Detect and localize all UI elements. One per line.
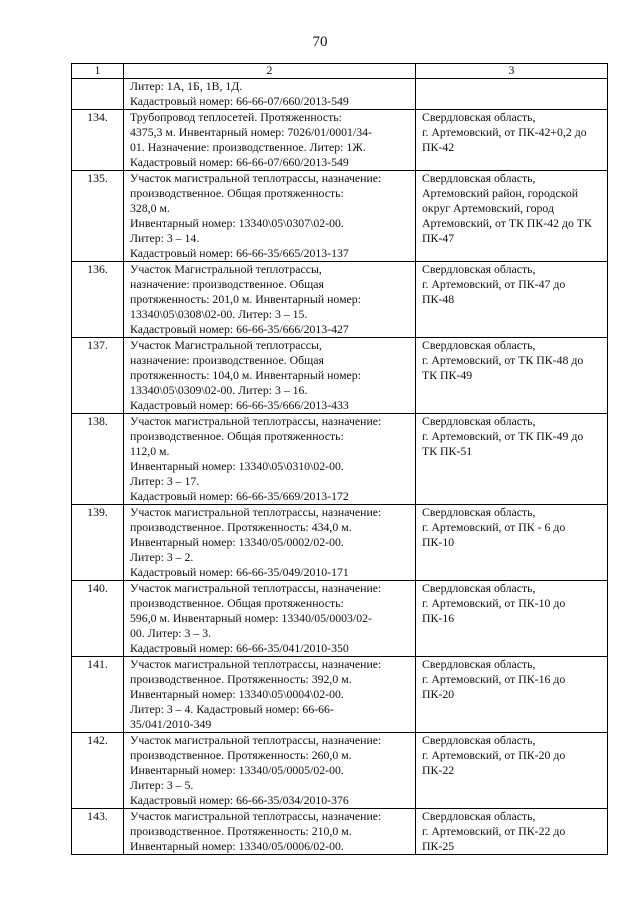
description-line: Литер: 3 – 14.	[130, 231, 200, 245]
description-line: Инвентарный номер: 13340/05/0002/02-00.	[130, 535, 344, 549]
property-table	[71, 63, 608, 855]
table-row	[72, 809, 608, 855]
description-line: 328,0 м.	[130, 201, 170, 215]
object-description	[124, 505, 416, 581]
object-location	[416, 171, 608, 262]
description-line: Инвентарный номер: 13340/05/0005/02-00.	[130, 763, 344, 777]
description-line: Участок магистральной теплотрассы, назначение:	[130, 171, 382, 185]
description-line: Кадастровый номер: 66-66-35/666/2013-433	[130, 398, 349, 412]
description-line: производственное. Общая протяженность:	[130, 186, 344, 200]
location-line: ПК-16	[422, 611, 455, 625]
table-row	[72, 338, 608, 414]
location-line: ТК ПК-49	[422, 368, 473, 382]
object-description	[124, 733, 416, 809]
location-line: Свердловская область,	[422, 171, 536, 185]
page-number: 70	[312, 34, 328, 50]
table-row	[72, 581, 608, 657]
description-line: Инвентарный номер: 13340\05\0307\02-00.	[130, 216, 344, 230]
object-location	[416, 262, 608, 338]
description-line: производственное. Протяженность: 392,0 м.	[130, 672, 352, 686]
description-line: Участок магистральной теплотрассы, назначение:	[130, 657, 382, 671]
description-line: Инвентарный номер: 13340/05/0006/02-00.	[130, 839, 344, 853]
location-line: Свердловская область,	[422, 262, 536, 276]
description-line: Участок магистральной теплотрассы, назначение:	[130, 414, 382, 428]
row-number: 137.	[72, 338, 124, 414]
description-line: назначение: производственное. Общая	[130, 277, 324, 291]
location-line: Свердловская область,	[422, 505, 536, 519]
description-line: Кадастровый номер: 66-66-35/669/2013-172	[130, 489, 349, 503]
description-line: Трубопровод теплосетей. Протяженность:	[130, 110, 342, 124]
row-number: 135.	[72, 171, 124, 262]
description-line: производственное. Протяженность: 434,0 м.	[130, 520, 352, 534]
description-line: производственное. Протяженность: 210,0 м.	[130, 824, 352, 838]
description-line: 35/041/2010-349	[130, 717, 212, 731]
description-line: Участок Магистральной теплотрассы,	[130, 262, 322, 276]
description-line: назначение: производственное. Общая	[130, 353, 324, 367]
location-line: Свердловская область,	[422, 414, 536, 428]
description-line: производственное. Протяженность: 260,0 м.	[130, 748, 352, 762]
row-number: 143.	[72, 809, 124, 855]
location-line: ПК-10	[422, 535, 455, 549]
description-line: Участок магистральной теплотрассы, назначение:	[130, 581, 382, 595]
description-line: Участок магистральной теплотрассы, назначение:	[130, 809, 382, 823]
description-line: 00. Литер: 3 – 3.	[130, 626, 212, 640]
location-line: ПК-25	[422, 839, 455, 853]
location-line: г. Артемовский, от ПК - 6 до	[422, 520, 566, 534]
location-line: ПК-22	[422, 763, 455, 777]
location-line: округ Артемовский, город	[422, 201, 554, 215]
location-line: Свердловская область,	[422, 581, 536, 595]
object-description	[124, 809, 416, 855]
table-header-row	[72, 64, 608, 79]
object-location	[416, 505, 608, 581]
row-number: 140.	[72, 581, 124, 657]
object-description	[124, 338, 416, 414]
location-line: г. Артемовский, от ПК-20 до	[422, 748, 566, 762]
description-line: Кадастровый номер: 66-66-07/660/2013-549	[130, 155, 349, 169]
location-line: г. Артемовский, от ПК-16 до	[422, 672, 566, 686]
description-line: Кадастровый номер: 66-66-35/049/2010-171	[130, 565, 349, 579]
row-number: 142.	[72, 733, 124, 809]
object-location	[416, 414, 608, 505]
row-number: 138.	[72, 414, 124, 505]
object-description	[124, 79, 416, 110]
description-line: 112,0 м.	[130, 444, 170, 458]
table-row	[72, 262, 608, 338]
description-line: 01. Назначение: производственное. Литер: 1Ж.	[130, 140, 366, 154]
row-number	[72, 79, 124, 110]
description-line: протяженность: 201,0 м. Инвентарный номер:	[130, 292, 361, 306]
location-line: Свердловская область,	[422, 338, 536, 352]
location-line: ПК-42	[422, 140, 455, 154]
row-number: 141.	[72, 657, 124, 733]
description-line: 13340\05\0308\02-00. Литер: 3 – 15.	[130, 307, 308, 321]
description-line: Литер: 1А, 1Б, 1В, 1Д.	[130, 79, 243, 93]
location-line: Свердловская область,	[422, 110, 536, 124]
description-line: Кадастровый номер: 66-66-07/660/2013-549	[130, 94, 349, 108]
description-line: Литер: 3 – 17.	[130, 474, 200, 488]
description-line: Литер: 3 – 5.	[130, 778, 194, 792]
location-line: Артемовский район, городской	[422, 186, 579, 200]
location-line: ПК-48	[422, 292, 455, 306]
location-line: Свердловская область,	[422, 733, 536, 747]
description-line: Инвентарный номер: 13340\05\0310\02-00.	[130, 459, 344, 473]
location-line: г. Артемовский, от ПК-47 до	[422, 277, 566, 291]
location-line: Свердловская область,	[422, 809, 536, 823]
column-header: 3	[416, 64, 608, 79]
description-line: производственное. Общая протяженность:	[130, 429, 344, 443]
description-line: Участок магистральной теплотрассы, назначение:	[130, 733, 382, 747]
object-location	[416, 809, 608, 855]
table-row	[72, 733, 608, 809]
description-line: 596,0 м. Инвентарный номер: 13340/05/0003/02-	[130, 611, 372, 625]
description-line: Кадастровый номер: 66-66-35/666/2013-427	[130, 322, 349, 336]
table-row	[72, 171, 608, 262]
table-row	[72, 79, 608, 110]
description-line: Литер: 3 – 2.	[130, 550, 194, 564]
object-description	[124, 262, 416, 338]
object-location	[416, 581, 608, 657]
location-line: ПК-47	[422, 231, 455, 245]
description-line: 13340\05\0309\02-00. Литер: 3 – 16.	[130, 383, 308, 397]
object-description	[124, 581, 416, 657]
location-line: г. Артемовский, от ПК-10 до	[422, 596, 566, 610]
row-number: 136.	[72, 262, 124, 338]
location-line: г. Артемовский, от ТК ПК-48 до	[422, 353, 584, 367]
object-description	[124, 657, 416, 733]
column-header: 1	[72, 64, 124, 79]
table-row	[72, 657, 608, 733]
description-line: Кадастровый номер: 66-66-35/665/2013-137	[130, 246, 349, 260]
description-line: Литер: 3 – 4. Кадастровый номер: 66-66-	[130, 702, 334, 716]
table-row	[72, 414, 608, 505]
location-line: Свердловская область,	[422, 657, 536, 671]
table-row	[72, 505, 608, 581]
location-line: г. Артемовский, от ПК-42+0,2 до	[422, 125, 587, 139]
object-location	[416, 338, 608, 414]
column-header: 2	[124, 64, 416, 79]
object-description	[124, 110, 416, 171]
object-location	[416, 79, 608, 110]
object-location	[416, 110, 608, 171]
location-line: г. Артемовский, от ПК-22 до	[422, 824, 566, 838]
object-description	[124, 171, 416, 262]
location-line: ПК-20	[422, 687, 455, 701]
location-line: Артемовский, от ТК ПК-42 до ТК	[422, 216, 592, 230]
object-location	[416, 657, 608, 733]
row-number: 139.	[72, 505, 124, 581]
description-line: Инвентарный номер: 13340\05\0004\02-00.	[130, 687, 344, 701]
row-number: 134.	[72, 110, 124, 171]
description-line: производственное. Общая протяженность:	[130, 596, 344, 610]
description-line: протяженность: 104,0 м. Инвентарный номер:	[130, 368, 361, 382]
location-line: г. Артемовский, от ТК ПК-49 до	[422, 429, 584, 443]
description-line: Кадастровый номер: 66-66-35/041/2010-350	[130, 641, 349, 655]
description-line: Участок магистральной теплотрассы, назначение:	[130, 505, 382, 519]
description-line: Участок Магистральной теплотрассы,	[130, 338, 322, 352]
object-location	[416, 733, 608, 809]
object-description	[124, 414, 416, 505]
description-line: Кадастровый номер: 66-66-35/034/2010-376	[130, 793, 349, 807]
location-line: ТК ПК-51	[422, 444, 473, 458]
table-row	[72, 110, 608, 171]
description-line: 4375,3 м. Инвентарный номер: 7026/01/0001/34-	[130, 125, 372, 139]
